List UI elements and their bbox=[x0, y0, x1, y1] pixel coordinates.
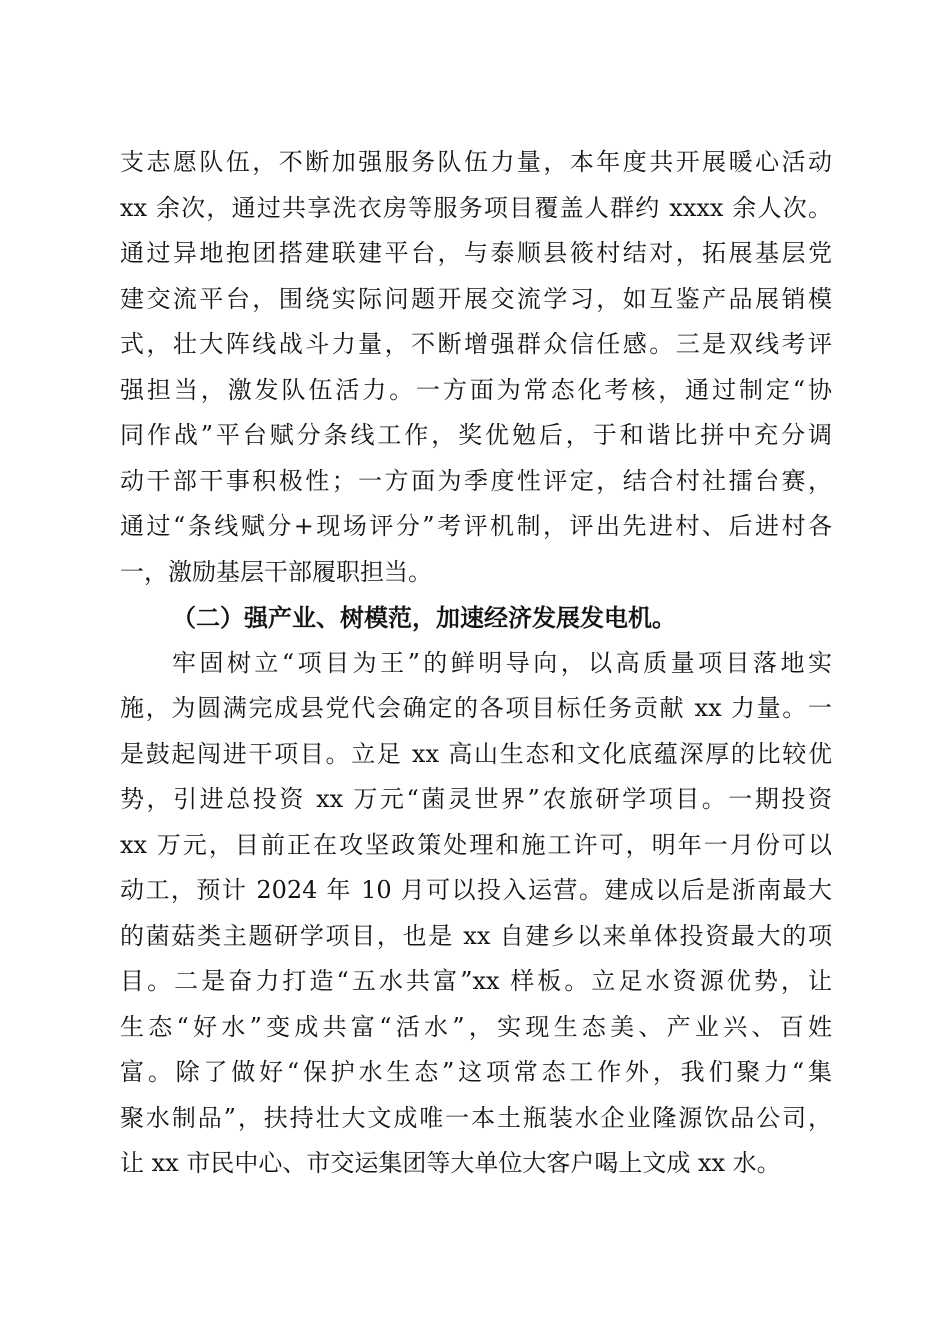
paragraph-line: 富。除了做好“保护水生态”这项常态工作外，我们聚力“集 bbox=[120, 1058, 832, 1086]
paragraph-line: 让 xx 市民中心、市交运集团等大单位大客户喝上文成 xx 水。 bbox=[120, 1149, 781, 1177]
paragraph-line: 势，引进总投资 xx 万元“菌灵世界”农旅研学项目。一期投资 bbox=[120, 785, 832, 813]
paragraph-line: 通过异地抱团搭建联建平台，与泰顺县筱村结对，拓展基层党 bbox=[120, 239, 832, 267]
paragraph-line: 生态“好水”变成共富“活水”，实现生态美、产业兴、百姓 bbox=[120, 1012, 832, 1041]
paragraph-line: 牢固树立“项目为王”的鲜明导向，以高质量项目落地实 bbox=[172, 648, 832, 677]
paragraph-1 bbox=[120, 140, 832, 595]
paragraph-line: 建交流平台，围绕实际问题开展交流学习，如互鉴产品展销模 bbox=[120, 284, 832, 313]
paragraph-line: xx 余次，通过共享洗衣房等服务项目覆盖人群约 xxxx 余人次。 bbox=[120, 193, 832, 222]
paragraph-line: 式，壮大阵线战斗力量，不断增强群众信任感。三是双线考评 bbox=[120, 330, 832, 358]
paragraph-line: 通过“条线赋分+现场评分”考评机制，评出先进村、后进村各 bbox=[120, 512, 832, 540]
paragraph-line: 强担当，激发队伍活力。一方面为常态化考核，通过制定“协 bbox=[120, 375, 832, 404]
paragraph-line: 目。二是奋力打造“五水共富”xx 样板。立足水资源优势，让 bbox=[120, 967, 832, 995]
paragraph-line: 施，为圆满完成县党代会确定的各项目标任务贡献 xx 力量。一 bbox=[120, 694, 832, 722]
paragraph-line: 的菌菇类主题研学项目，也是 xx 自建乡以来单体投资最大的项 bbox=[120, 921, 832, 950]
paragraph-line: 动工，预计 2024 年 10 月可以投入运营。建成以后是浙南最大 bbox=[120, 876, 832, 904]
paragraph-2 bbox=[120, 641, 832, 1187]
paragraph-line: 同作战”平台赋分条线工作，奖优勉后，于和谐比拼中充分调 bbox=[120, 421, 832, 449]
paragraph-line: 是鼓起闯进干项目。立足 xx 高山生态和文化底蕴深厚的比较优 bbox=[120, 739, 832, 768]
section-heading: （二）强产业、树模范，加速经济发展发电机。 bbox=[172, 603, 676, 632]
paragraph-line: 聚水制品”，扶持壮大文成唯一本土瓶装水企业隆源饮品公司， bbox=[120, 1103, 832, 1132]
paragraph-line: 动干部干事积极性；一方面为季度性评定，结合村社擂台赛， bbox=[120, 466, 832, 495]
paragraph-line: xx 万元，目前正在攻坚政策处理和施工许可，明年一月份可以 bbox=[120, 830, 832, 859]
paragraph-line: 支志愿队伍，不断加强服务队伍力量，本年度共开展暖心活动 bbox=[120, 148, 832, 176]
document-body bbox=[120, 140, 832, 1187]
paragraph-line: 一，激励基层干部履职担当。 bbox=[120, 557, 432, 586]
